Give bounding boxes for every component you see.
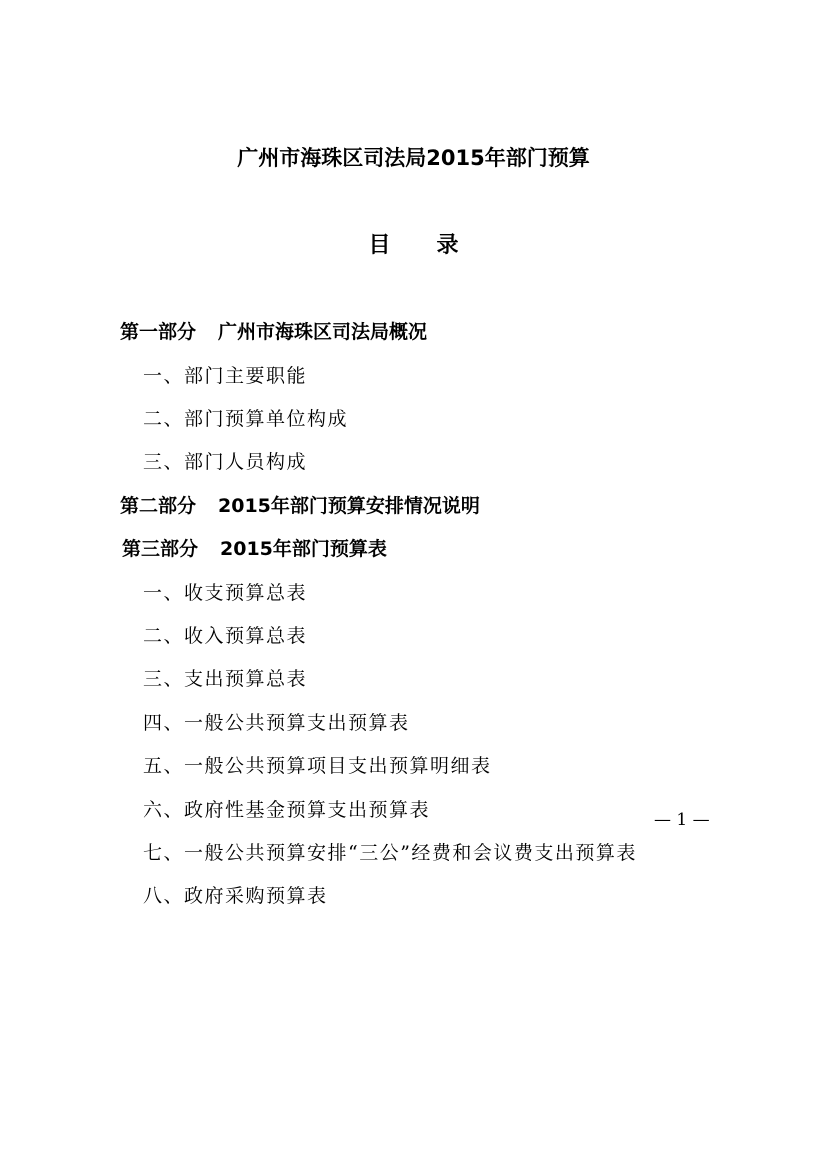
toc-item[interactable]: 二、部门预算单位构成 [143, 408, 349, 430]
toc-heading [0, 230, 827, 262]
part-label: 第三部分 [122, 538, 199, 560]
toc-heading-char-1: 目 [368, 233, 391, 258]
toc-part-3[interactable] [122, 535, 387, 563]
toc-item[interactable]: 七、一般公共预算安排“三公”经费和会议费支出预算表 [143, 842, 637, 864]
toc-item[interactable]: 四、一般公共预算支出预算表 [143, 712, 410, 734]
toc-item[interactable]: 三、支出预算总表 [143, 668, 308, 690]
toc-item[interactable]: 一、部门主要职能 [143, 365, 308, 387]
part-title: 广州市海珠区司法局概况 [218, 321, 428, 343]
toc-item[interactable]: 二、收入预算总表 [143, 625, 308, 647]
toc-item[interactable]: 六、政府性基金预算支出预算表 [143, 799, 431, 821]
part-label: 第二部分 [120, 495, 197, 517]
page-number: — 1 — [654, 810, 710, 830]
toc-item[interactable]: 一、收支预算总表 [143, 582, 308, 604]
toc-item[interactable]: 三、部门人员构成 [143, 451, 308, 473]
part-title: 2015年部门预算安排情况说明 [218, 495, 480, 517]
toc-item[interactable]: 八、政府采购预算表 [143, 885, 328, 907]
toc-part-1[interactable] [120, 318, 427, 346]
toc-item[interactable]: 五、一般公共预算项目支出预算明细表 [143, 755, 492, 777]
part-title: 2015年部门预算表 [220, 538, 387, 560]
page-title: 广州市海珠区司法局2015年部门预算 [237, 146, 590, 170]
part-label: 第一部分 [120, 321, 197, 343]
toc-part-2[interactable] [120, 492, 480, 520]
toc-heading-char-2: 录 [436, 233, 459, 258]
